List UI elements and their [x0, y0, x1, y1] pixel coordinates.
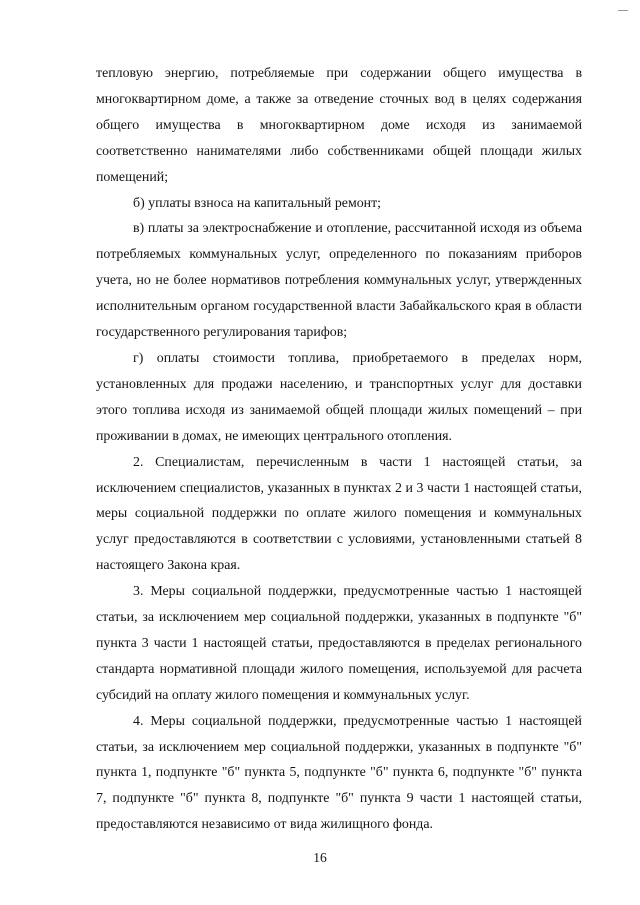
- paragraph-subitem-g: г) оплаты стоимости топлива, приобретаемого в пределах норм, установленных для продажи населению, и транспортных услуг для доставки этого топлива исходя из занимаемой общей площади жилых помещений – при проживании в домах, не имеющих центрального отопления.: [96, 350, 582, 444]
- paragraph-subitem-b: б) уплаты взноса на капитальный ремонт;: [133, 195, 382, 211]
- paragraph-subitem-v: в) платы за электроснабжение и отопление, рассчитанной исходя из объема потребляемых коммунальных услуг, определенного по показаниям приборов учета, но не более нормативов потребления коммунальных услуг, утвержденных исполнительным органом государственной власти Забайкальского края в области государственного регулирования тарифов;: [96, 221, 582, 341]
- document-body: [96, 61, 582, 838]
- paragraph-item-2: 2. Специалистам, перечисленным в части 1 настоящей статьи, за исключением специалистов, указанных в пунктах 2 и 3 части 1 настоящей статьи, меры социальной поддержки по оплате жилого помещения и коммунальных услуг предоставляются в соответствии с условиями, установленными статьей 8 настоящего Закона края.: [96, 454, 582, 574]
- paragraph-item-4: 4. Меры социальной поддержки, предусмотренные частью 1 настоящей статьи, за исключением мер социальной поддержки, указанных в подпункте "б" пункта 1, подпункте "б" пункта 5, подпункте "б" пункта 6, подпункте "б" пункта 7, подпункте "б" пункта 8, подпункте "б" пункта 9 части 1 настоящей статьи, предоставляются независимо от вида жилищного фонда.: [96, 713, 582, 833]
- paragraph-continuation: тепловую энергию, потребляемые при содержании общего имущества в многоквартирном доме, а также за отведение сточных вод в целях содержания общего имущества в многоквартирном доме исходя из занимаемой соответственно нанимателями либо собственниками общей площади жилых помещений;: [96, 66, 582, 185]
- paragraph-item-3: 3. Меры социальной поддержки, предусмотренные частью 1 настоящей статьи, за исключением мер социальной поддержки, указанных в подпункте "б" пункта 3 части 1 настоящей статьи, предоставляются в пределах регионального стандарта нормативной площади жилого помещения, используемой для расчета субсидий на оплату жилого помещения и коммунальных услуг.: [96, 584, 582, 703]
- scan-mark: [618, 10, 628, 11]
- page-number: 16: [313, 850, 327, 865]
